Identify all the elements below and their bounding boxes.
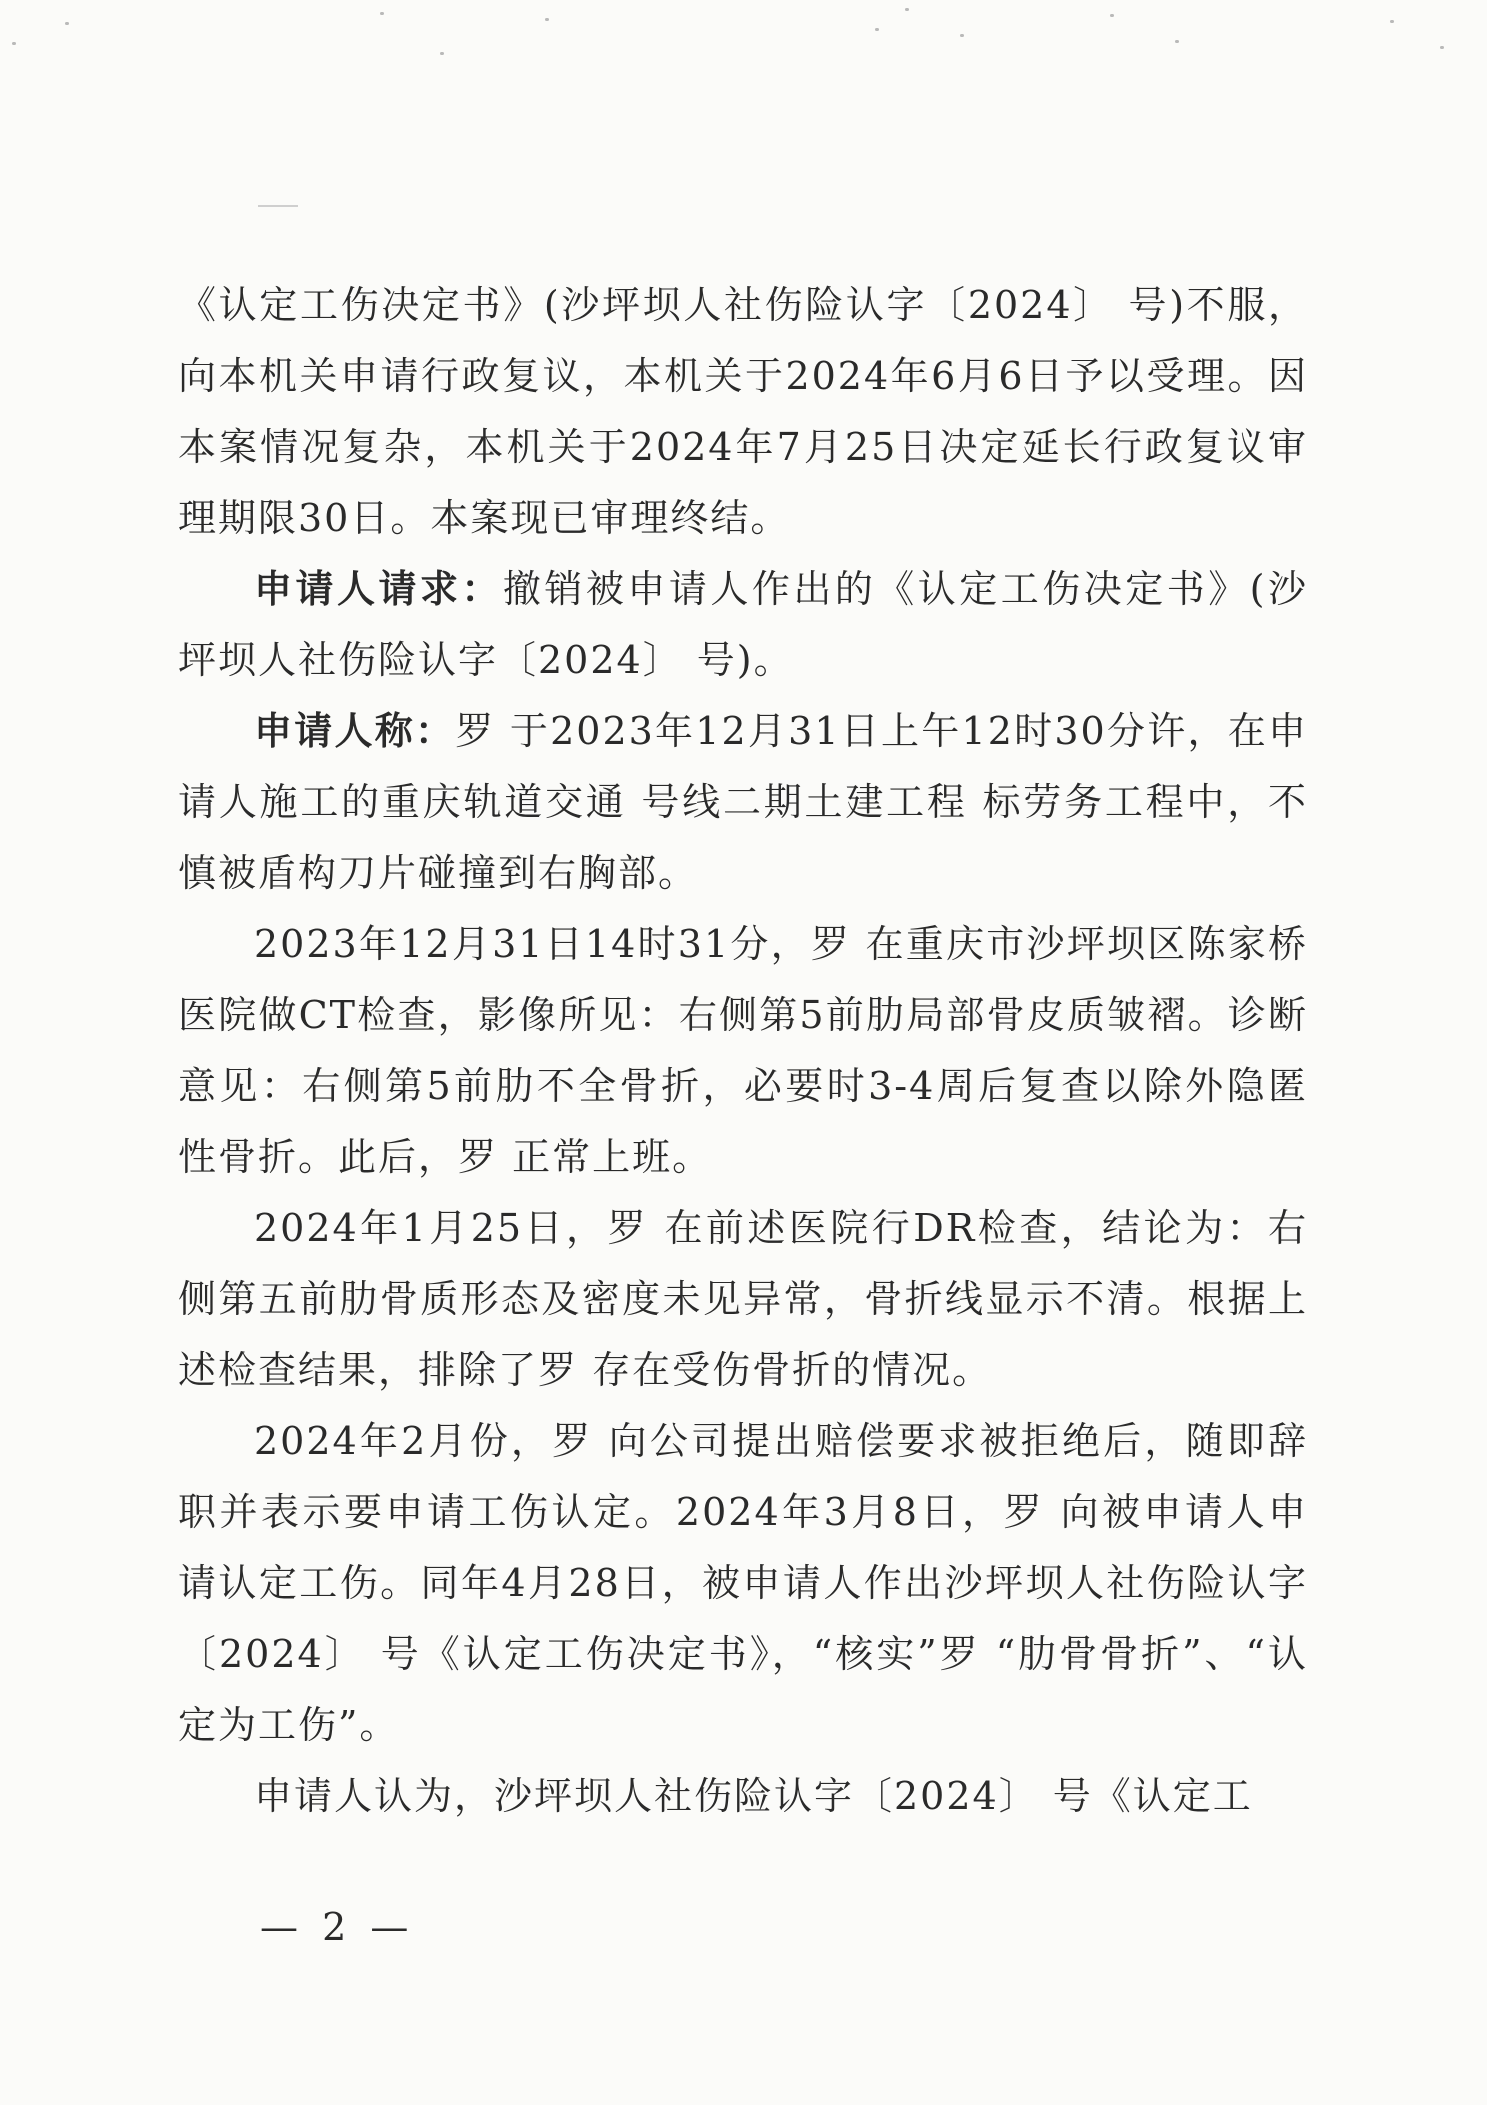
scan-noise: [0, 0, 1487, 80]
scan-speck: [380, 12, 384, 15]
scan-speck: [1110, 14, 1114, 17]
scan-speck: [545, 18, 549, 21]
scan-mark: [258, 205, 298, 207]
page-number: — 2 —: [260, 1905, 415, 1949]
paragraph-claim: 申请人称：罗 于2023年12月31日上午12时30分许，在申请人施工的重庆轨道交通 号线二期土建工程 标劳务工程中，不慎被盾构刀片碰撞到右胸部。: [178, 709, 1308, 895]
paragraph-intro-continued: 《认定工伤决定书》(沙坪坝人社伤险认字〔2024〕 号)不服，向本机关申请行政复议，本机关于2024年6月6日予以受理。因本案情况复杂，本机关于2024年7月25日决定延长行政复议审理期限30日。本案现已审理终结。: [178, 283, 1308, 540]
scan-speck: [960, 34, 964, 37]
scan-speck: [440, 52, 444, 55]
scan-speck: [12, 42, 16, 45]
scan-speck: [1390, 20, 1394, 23]
paragraph-label: 申请人称：: [254, 709, 456, 753]
paragraph-opinion: 申请人认为，沙坪坝人社伤险认字〔2024〕 号《认定工: [254, 1774, 1253, 1818]
scan-speck: [65, 22, 69, 25]
scan-speck: [905, 8, 909, 11]
scan-speck: [1175, 40, 1179, 43]
scan-speck: [1440, 46, 1444, 49]
paragraph-label: 申请人请求：: [254, 567, 503, 611]
scan-speck: [875, 28, 879, 31]
paragraph-ct-exam: 2023年12月31日14时31分，罗 在重庆市沙坪坝区陈家桥医院做CT检查，影像所见：右侧第5前肋局部骨皮质皱褶。诊断意见：右侧第5前肋不全骨折，必要时3-4周后复查以除外隐匿性骨折。此后，罗 正常上班。: [178, 922, 1308, 1179]
paragraph-dr-exam: 2024年1月25日，罗 在前述医院行DR检查，结论为：右侧第五前肋骨质形态及密度未见异常，骨折线显示不清。根据上述检查结果，排除了罗 存在受伤骨折的情况。: [178, 1206, 1308, 1392]
paragraph-resignation: 2024年2月份，罗 向公司提出赔偿要求被拒绝后，随即辞职并表示要申请工伤认定。2024年3月8日，罗 向被申请人申请认定工伤。同年4月28日，被申请人作出沙坪坝人社伤险认字〔2024〕 号《认定工伤决定书》，“核实”罗 “肋骨骨折”、“认定为工伤”。: [178, 1419, 1308, 1747]
document-body: [178, 270, 1308, 1832]
paragraph-request: 申请人请求：撤销被申请人作出的《认定工伤决定书》(沙坪坝人社伤险认字〔2024〕 号)。: [178, 567, 1308, 682]
